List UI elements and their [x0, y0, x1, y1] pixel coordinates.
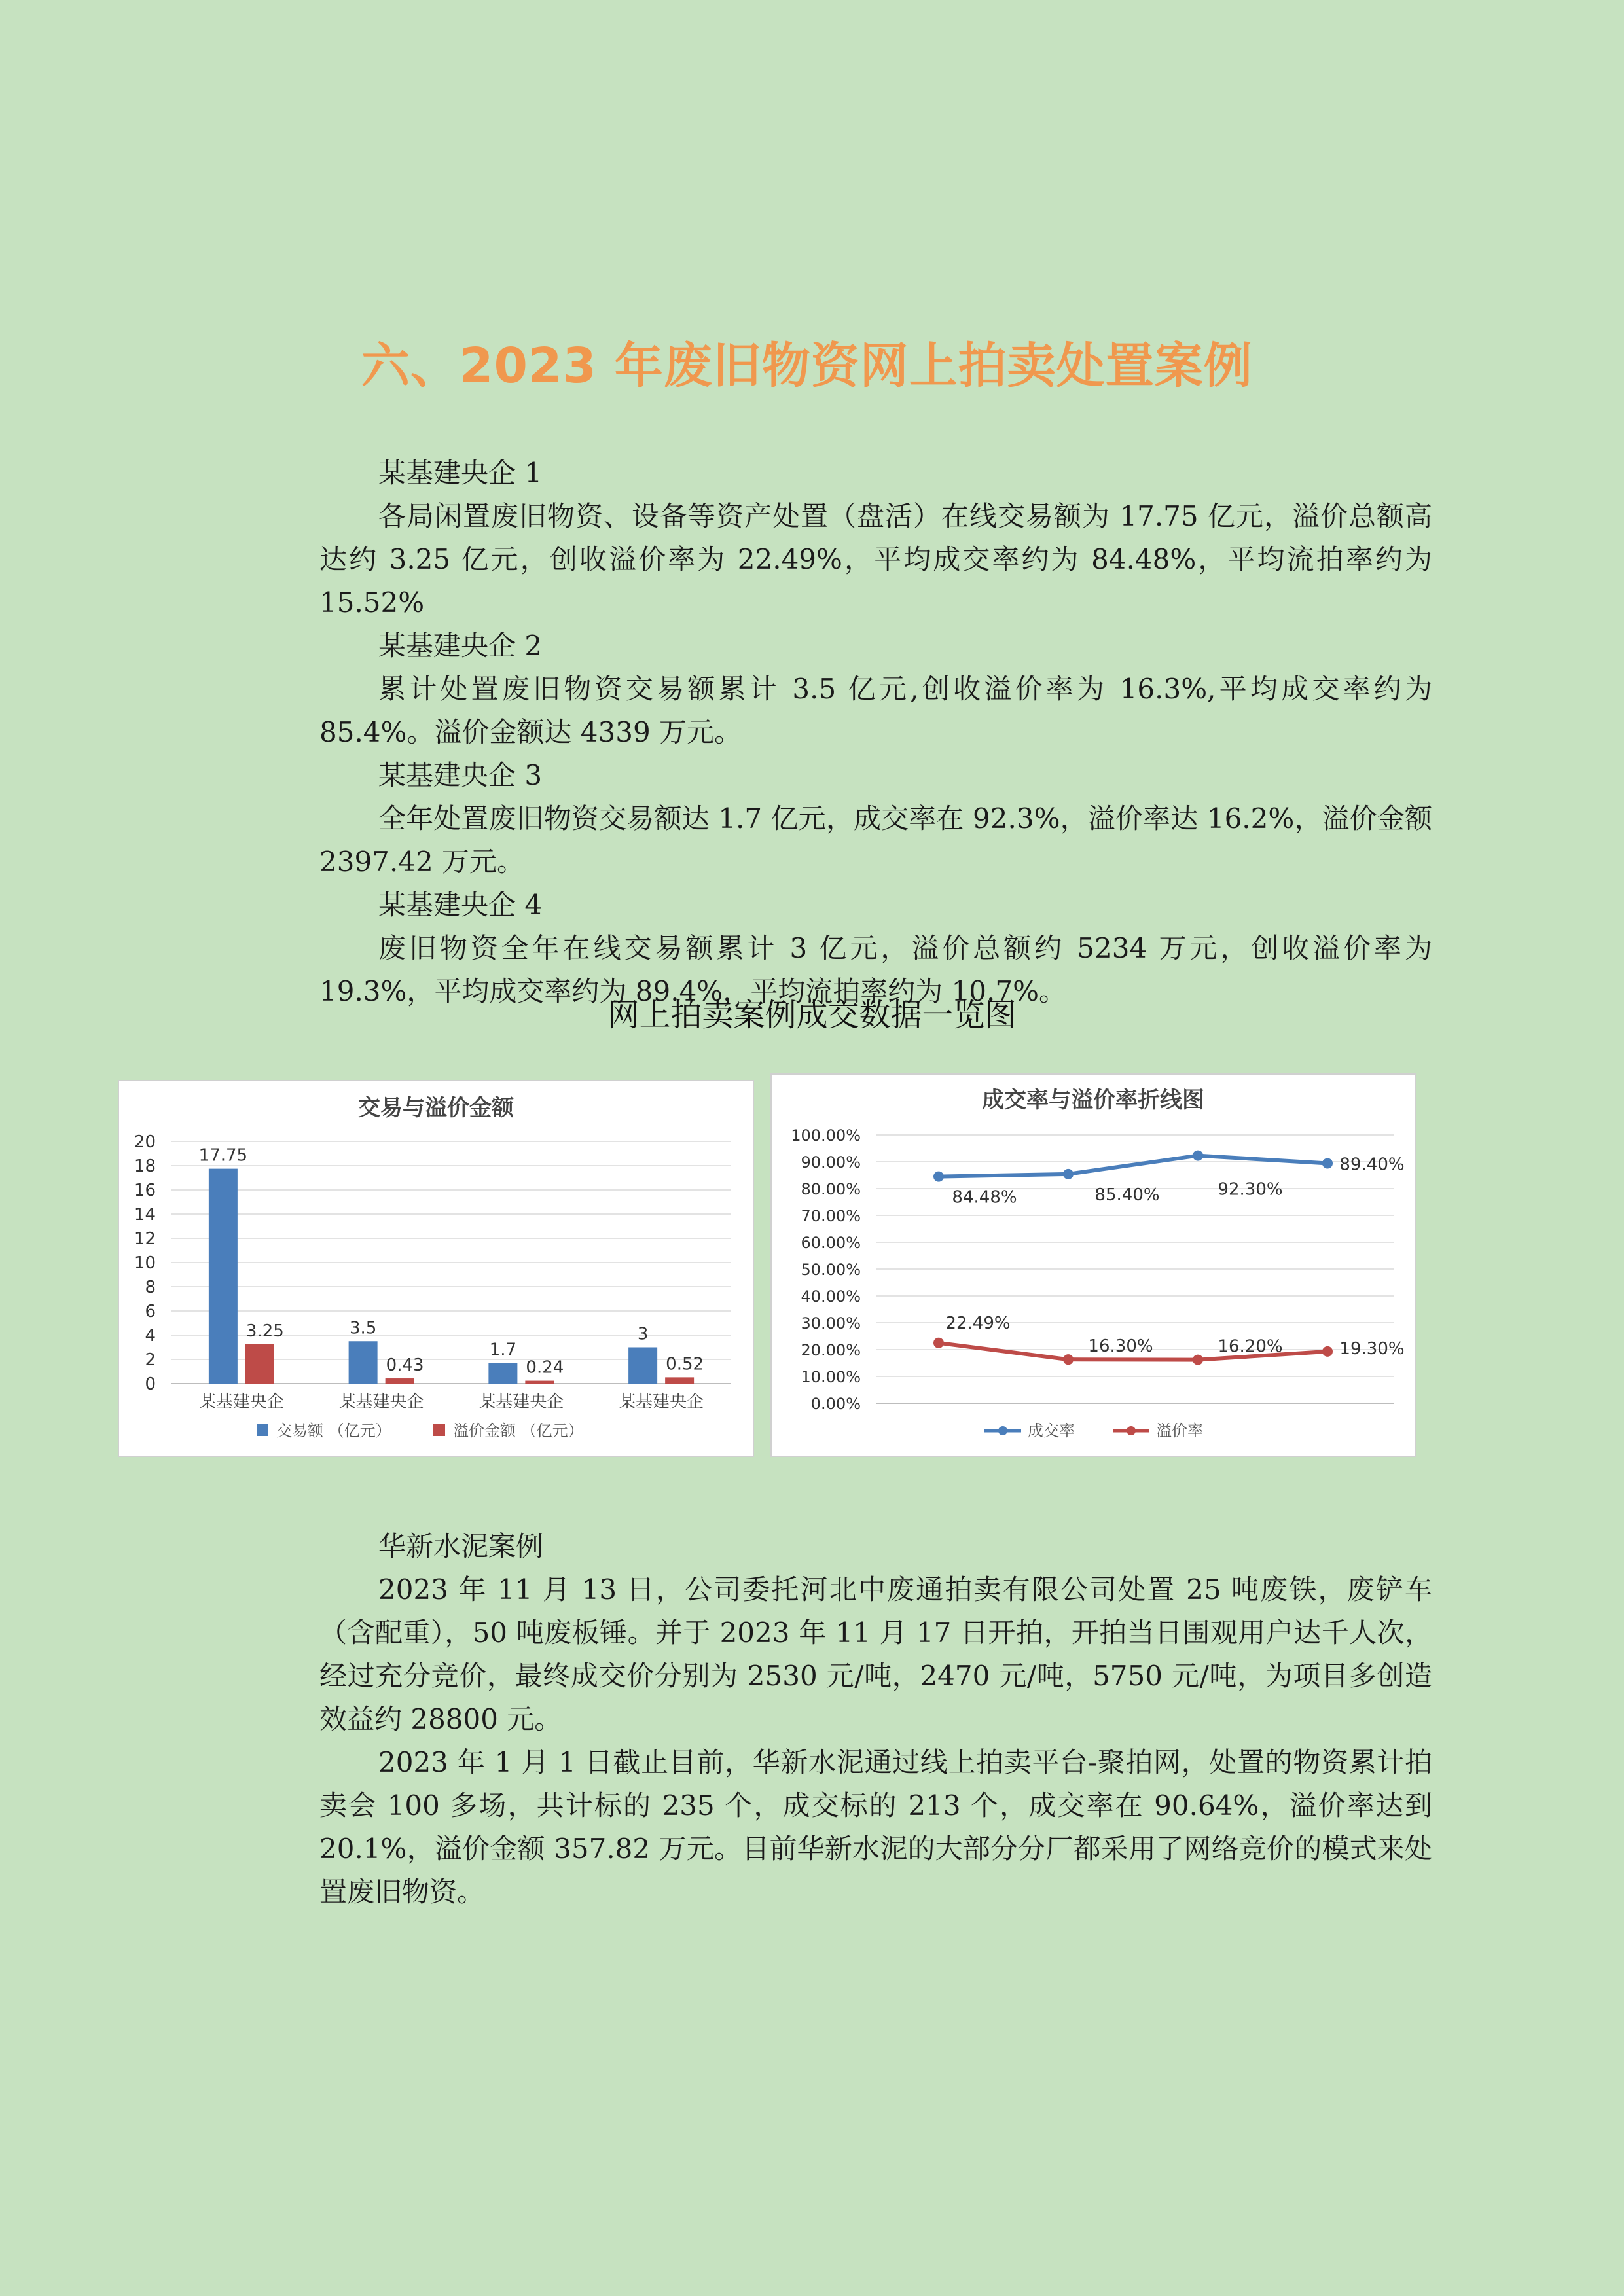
y-tick-label: 0.00%: [810, 1395, 861, 1413]
data-label: 89.40%: [1339, 1155, 1405, 1175]
y-tick-label: 30.00%: [801, 1314, 861, 1333]
case-3-text: 全年处置废旧物资交易额达 1.7 亿元，成交率在 92.3%，溢价率达 16.2%，溢价金额 2397.42 万元。: [319, 802, 1432, 878]
legend-marker: [998, 1426, 1007, 1435]
y-tick-label: 10.00%: [801, 1368, 861, 1386]
case-1-label: 某基建央企 1: [378, 457, 543, 489]
y-tick-label: 14: [134, 1205, 156, 1225]
chart-title: 成交率与溢价率折线图: [982, 1087, 1204, 1113]
data-point: [933, 1338, 944, 1348]
data-label: 16.30%: [1088, 1336, 1153, 1357]
bar: [488, 1363, 517, 1384]
chart-heading: 网上拍卖案例成交数据一览图: [607, 997, 1017, 1033]
data-label: 1.7: [489, 1340, 517, 1360]
page-title: 六、2023 年废旧物资网上拍卖处置案例: [361, 338, 1253, 394]
data-label: 0.43: [386, 1355, 424, 1376]
y-tick-label: 4: [145, 1326, 156, 1346]
y-tick-label: 100.00%: [791, 1126, 861, 1145]
bar: [349, 1341, 378, 1384]
data-label: 3: [637, 1324, 649, 1344]
bar-chart: [119, 1081, 753, 1456]
huaxin-para-2: 2023 年 1 月 1 日截止目前，华新水泥通过线上拍卖平台-聚拍网，处置的物资累计拍卖会 100 多场，共计标的 235 个，成交标的 213 个，成交率在 90.64%，溢价率达到 20.1%，溢价金额 357.82 万元。目前华新水泥的大部分分厂都采用了网络竞价的模式来处置废旧物资。: [319, 1746, 1432, 1908]
bar: [386, 1378, 414, 1384]
bar-chart-panel: [118, 1080, 754, 1457]
bar: [628, 1348, 657, 1384]
y-tick-label: 8: [145, 1278, 156, 1297]
y-tick-label: 16: [134, 1181, 156, 1200]
data-label: 19.30%: [1339, 1338, 1405, 1359]
y-tick-label: 20: [134, 1132, 156, 1152]
line-chart: [772, 1075, 1415, 1456]
data-point: [1193, 1355, 1203, 1365]
y-tick-label: 2: [145, 1350, 156, 1370]
data-label: 0.52: [666, 1354, 704, 1374]
y-tick-label: 0: [145, 1374, 156, 1394]
data-label: 3.5: [349, 1318, 377, 1338]
legend-marker: [1127, 1426, 1136, 1435]
case-4-text: 废旧物资全年在线交易额累计 3 亿元，溢价总额约 5234 万元，创收溢价率为 19.3%，平均成交率约为 89.4%，平均流拍率约为 10.7%。: [319, 932, 1432, 1007]
data-label: 16.20%: [1218, 1336, 1283, 1357]
data-point: [1063, 1169, 1074, 1179]
series-line: [939, 1156, 1327, 1177]
bar: [665, 1377, 694, 1384]
bar: [209, 1169, 238, 1384]
bar: [245, 1344, 274, 1384]
y-tick-label: 18: [134, 1157, 156, 1176]
x-tick-label: 某基建央企: [198, 1392, 284, 1412]
y-tick-label: 80.00%: [801, 1180, 861, 1198]
data-point: [1193, 1151, 1203, 1161]
y-tick-label: 50.00%: [801, 1261, 861, 1279]
data-label: 85.40%: [1094, 1185, 1160, 1205]
legend-swatch: [433, 1424, 445, 1436]
data-point: [1322, 1346, 1333, 1357]
data-label: 0.24: [526, 1357, 564, 1378]
x-tick-label: 某基建央企: [338, 1392, 424, 1412]
legend-label: 溢价率: [1156, 1422, 1203, 1440]
data-point: [1063, 1354, 1074, 1365]
x-tick-label: 某基建央企: [478, 1392, 564, 1412]
data-point: [1322, 1158, 1333, 1168]
case-2-text: 累计处置废旧物资交易额累计 3.5 亿元,创收溢价率为 16.3%,平均成交率约为 85.4%。溢价金额达 4339 万元。: [319, 673, 1432, 748]
data-label: 84.48%: [952, 1187, 1017, 1208]
case-2-label: 某基建央企 2: [378, 630, 543, 662]
huaxin-label: 华新水泥案例: [378, 1530, 544, 1562]
chart-title: 交易与溢价金额: [358, 1095, 514, 1121]
case-1-text: 各局闲置废旧物资、设备等资产处置（盘活）在线交易额为 17.75 亿元，溢价总额高达约 3.25 亿元，创收溢价率为 22.49%，平均成交率约为 84.48%，平均流拍率约为 15.52%: [319, 500, 1432, 619]
data-point: [933, 1172, 944, 1182]
data-label: 17.75: [198, 1145, 248, 1166]
y-tick-label: 60.00%: [801, 1234, 861, 1252]
data-label: 3.25: [245, 1321, 284, 1341]
line-chart-panel: [770, 1073, 1416, 1457]
data-label: 22.49%: [945, 1313, 1011, 1333]
y-tick-label: 12: [134, 1229, 156, 1249]
y-tick-label: 70.00%: [801, 1207, 861, 1225]
case-4-label: 某基建央企 4: [378, 889, 543, 921]
y-tick-label: 90.00%: [801, 1153, 861, 1172]
legend-label: 交易额 （亿元）: [276, 1422, 391, 1440]
bar: [525, 1381, 554, 1384]
legend-label: 成交率: [1028, 1422, 1075, 1440]
huaxin-para-1: 2023 年 11 月 13 日，公司委托河北中废通拍卖有限公司处置 25 吨废铁，废铲车（含配重），50 吨废板锤。并于 2023 年 11 月 17 日开拍，开拍当日围观用户达千人次，经过充分竞价，最终成交价分别为 2530 元/吨，2470 元/吨，5750 元/吨，为项目多创造效益约 28800 元。: [319, 1573, 1432, 1735]
y-tick-label: 40.00%: [801, 1287, 861, 1306]
data-label: 92.30%: [1218, 1179, 1283, 1200]
cases-section: [319, 452, 1432, 1013]
legend-label: 溢价金额 （亿元）: [453, 1422, 584, 1440]
case-3-label: 某基建央企 3: [378, 759, 543, 791]
y-tick-label: 6: [145, 1302, 156, 1321]
y-tick-label: 20.00%: [801, 1341, 861, 1359]
y-tick-label: 10: [134, 1253, 156, 1273]
x-tick-label: 某基建央企: [619, 1392, 704, 1412]
legend-swatch: [257, 1424, 268, 1436]
huaxin-section: [319, 1525, 1432, 1914]
